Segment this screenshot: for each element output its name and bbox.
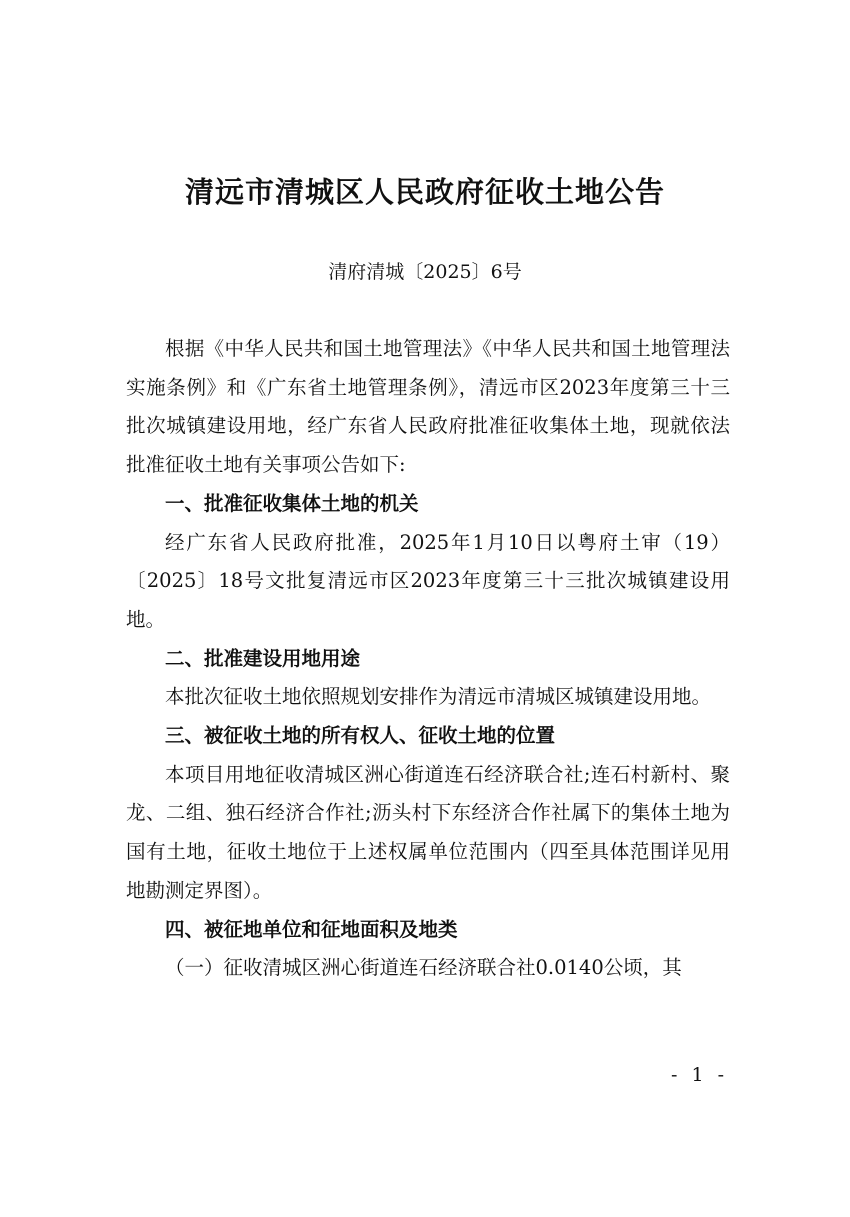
section-content-2: 本批次征收土地依照规划安排作为清远市清城区城镇建设用地。 bbox=[165, 685, 712, 709]
document-body bbox=[126, 330, 730, 988]
section-heading-1: 一、批准征收集体土地的机关 bbox=[165, 491, 419, 515]
intro-paragraph: 根据《中华人民共和国土地管理法》《中华人民共和国土地管理法实施条例》和《广东省土地管理条例》，清远市区2023年度第三十三批次城镇建设用地，经广东省人民政府批准征收集体土地，现就依法批准征收土地有关事项公告如下: bbox=[126, 337, 730, 477]
section-heading-4: 四、被征地单位和征地面积及地类 bbox=[165, 917, 458, 941]
page-number: - 1 - bbox=[670, 1064, 728, 1086]
section-content-3: 本项目用地征收清城区洲心街道连石经济联合社;连石村新村、聚龙、二组、独石经济合作社;沥头村下东经济合作社属下的集体土地为国有土地，征收土地位于上述权属单位范围内（四至具体范围详见用地勘测定界图）。 bbox=[126, 762, 730, 902]
section-heading-2: 二、批准建设用地用途 bbox=[165, 646, 361, 670]
document-number: 清府清城〔2025〕6号 bbox=[328, 261, 522, 283]
section-heading-3: 三、被征收土地的所有权人、征收土地的位置 bbox=[165, 724, 556, 748]
section-content-1: 经广东省人民政府批准，2025年1月10日以粤府土审（19）〔2025〕18号文批复清远市区2023年度第三十三批次城镇建设用地。 bbox=[126, 530, 730, 631]
section-content-4: （一）征收清城区洲心街道连石经济联合社0.0140公顷，其 bbox=[165, 956, 682, 980]
document-title: 清远市清城区人民政府征收土地公告 bbox=[184, 175, 665, 209]
